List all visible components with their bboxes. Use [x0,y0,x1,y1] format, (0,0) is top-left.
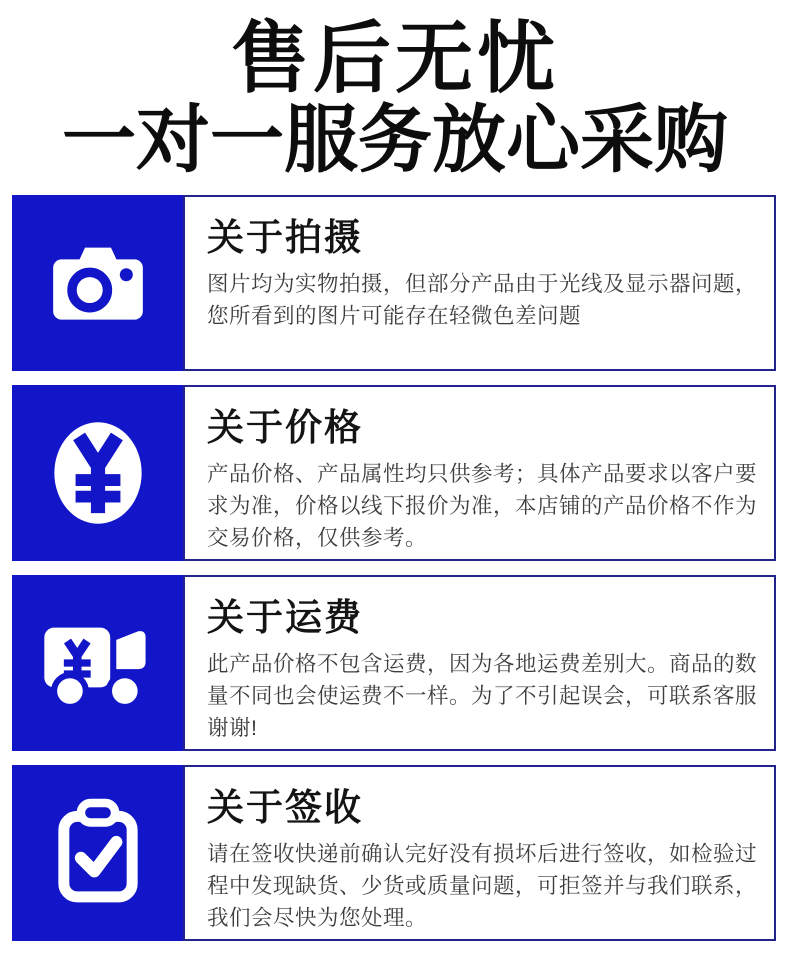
section-heading: 关于价格 [207,407,363,448]
section-heading: 关于运费 [207,597,363,638]
section-body: 图片均为实物拍摄，但部分产品由于光线及显示器问题，您所看到的图片可能存在轻微色差问题 [207,271,758,328]
section-about-receipt [12,765,776,941]
section-heading: 关于拍摄 [207,217,363,258]
page-header [0,0,790,192]
photo-text-box [183,195,776,371]
section-about-price [12,385,776,561]
clipboard-check-icon [37,792,159,914]
section-about-photo [12,195,776,371]
price-text-box [183,385,776,561]
receipt-icon-tile [12,765,183,941]
page-title: 售后无忧 [230,14,559,102]
photo-icon-tile [12,195,183,371]
section-body: 产品价格、产品属性均只供参考；具体产品要求以客户要求为准，价格以线下报价为准，本店铺的产品价格不作为交易价格，仅供参考。 [207,461,758,551]
page-subtitle: 一对一服务放心采购 [62,98,728,182]
service-sections [0,192,790,941]
yuan-circle-icon [39,414,157,532]
shipping-text-box [183,575,776,751]
delivery-truck-icon [37,602,159,724]
camera-icon [39,224,157,342]
section-body: 此产品价格不包含运费，因为各地运费差别大。商品的数量不同也会使运费不一样。为了不引起误会，可联系客服谢谢! [207,651,758,741]
receipt-text-box [183,765,776,941]
shipping-icon-tile [12,575,183,751]
price-icon-tile [12,385,183,561]
section-about-shipping [12,575,776,751]
section-heading: 关于签收 [207,787,363,828]
section-body: 请在签收快递前确认完好没有损坏后进行签收，如检验过程中发现缺货、少货或质量问题，可拒签并与我们联系，我们会尽快为您处理。 [207,841,758,931]
